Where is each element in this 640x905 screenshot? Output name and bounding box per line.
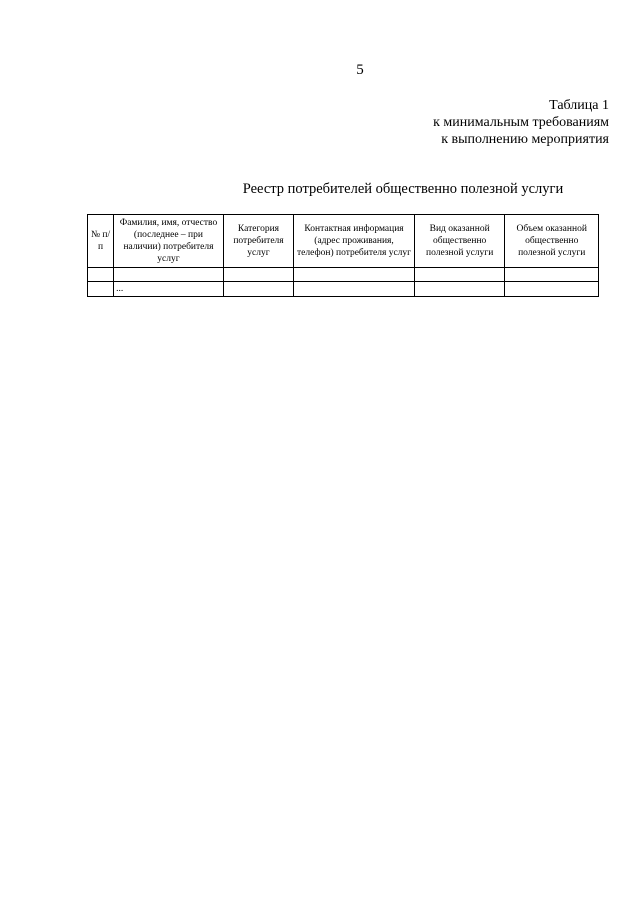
table-cell <box>223 268 293 282</box>
table-cell <box>114 268 224 282</box>
appendix-caption <box>433 97 609 148</box>
header-contact-info: Контактная информация (адрес проживания, телефон) потребителя услуг <box>294 215 415 268</box>
table-cell <box>505 268 599 282</box>
table-cell <box>294 268 415 282</box>
table-cell <box>414 268 505 282</box>
table-row <box>88 282 599 297</box>
header-category: Категория потребителя услуг <box>223 215 293 268</box>
table-row <box>88 268 599 282</box>
table-cell <box>414 282 505 297</box>
table-header-row <box>88 215 599 268</box>
header-full-name: Фамилия, имя, отчество (последнее – при наличии) потребителя услуг <box>114 215 224 268</box>
table-cell <box>294 282 415 297</box>
table-cell <box>88 282 114 297</box>
table-cell <box>505 282 599 297</box>
page-number: 5 <box>356 62 364 78</box>
appendix-line-2: к минимальным требованиям <box>433 115 609 130</box>
appendix-line-3: к выполнению мероприятия <box>441 132 609 147</box>
table-cell <box>223 282 293 297</box>
registry-table <box>87 214 599 297</box>
table-cell: ... <box>114 282 224 297</box>
appendix-line-1: Таблица 1 <box>549 98 609 113</box>
header-service-type: Вид оказанной общественно полезной услуги <box>414 215 505 268</box>
table-cell <box>88 268 114 282</box>
header-service-volume: Объем оказанной общественно полезной услуги <box>505 215 599 268</box>
header-number: № п/п <box>88 215 114 268</box>
table-title: Реестр потребителей общественно полезной услуги <box>242 181 564 197</box>
